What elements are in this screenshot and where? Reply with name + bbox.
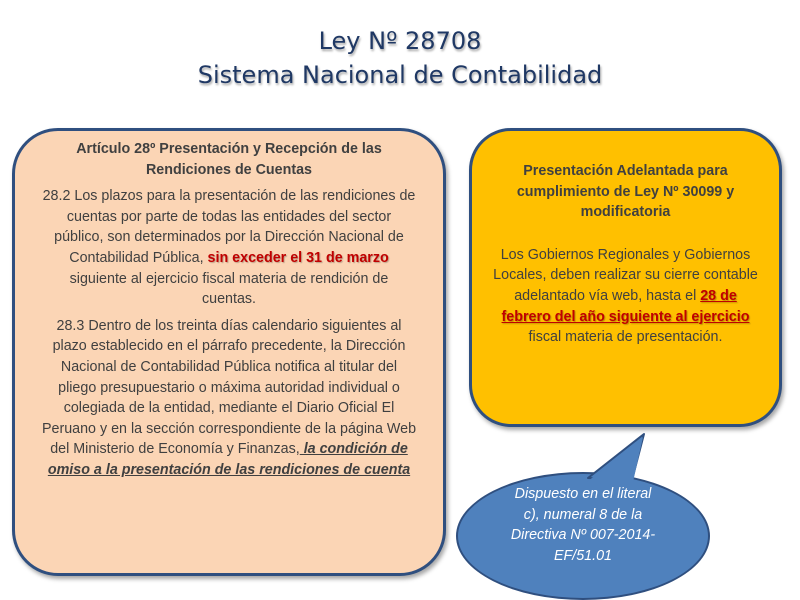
- deadline-highlight: sin exceder el 31 de marzo: [207, 249, 389, 266]
- paragraph-28-3-text: 28.3 Dentro de los treinta días calendario siguientes al plazo establecido en el párrafo precedente, la Dirección Nacional de Contabilidad Pública notifica al titular del pliego presupuestario o máxima autoridad individual o colegiada de la entidad, mediante el Diario Oficial El Peruano y en la sección correspondiente de la página Web del Ministerio de Economía y Finanzas,: [41, 317, 417, 458]
- callout-line-4: EF/51.01: [553, 547, 613, 564]
- title-line-1: Ley Nº 28708: [318, 27, 482, 55]
- paragraph-28-2-text-end: siguiente al ejercicio fiscal materia de rendición de cuentas.: [69, 270, 389, 308]
- early-submission-heading: Presentación Adelantada para cumplimiento de Ley Nº 30099 y modificatoria: [516, 163, 735, 221]
- february-deadline-highlight: 28 de febrero del año siguiente al ejercicio: [501, 287, 750, 325]
- callout-line-2: c), numeral 8 de la: [523, 506, 643, 523]
- early-submission-text-end: fiscal materia de presentación.: [528, 329, 723, 346]
- paragraph-28-2-text: 28.2 Los plazos para la presentación de las rendiciones de cuentas por parte de todas las entidades del sector público, son determinados por la Dirección Nacional de Contabilidad Pública,: [42, 188, 416, 266]
- article-heading: Artículo 28º Presentación y Recepción de las Rendiciones de Cuentas: [76, 141, 382, 178]
- callout-text: [456, 484, 710, 566]
- callout-line-3: Directiva Nº 007-2014-: [510, 527, 656, 544]
- callout-line-1: Dispuesto en el literal: [514, 486, 652, 502]
- title-line-2: Sistema Nacional de Contabilidad: [197, 61, 603, 89]
- early-submission-text: Los Gobiernos Regionales y Gobiernos Locales, deben realizar su cierre contable adelantado vía web, hasta el: [493, 246, 758, 304]
- omission-highlight: la condición de omiso a la presentación de las rendiciones de cuenta: [47, 441, 411, 478]
